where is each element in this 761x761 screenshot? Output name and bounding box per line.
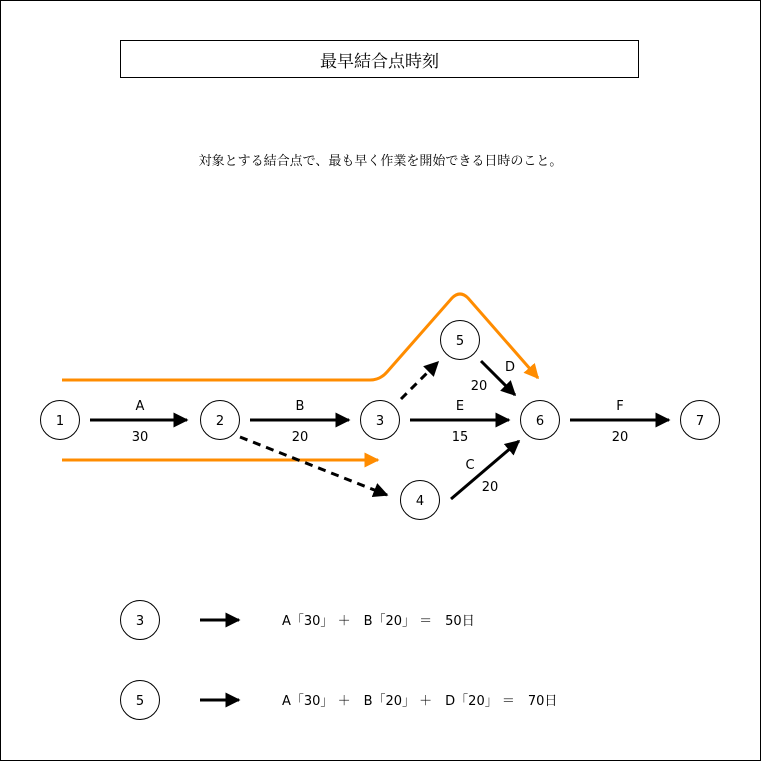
node-1: [41, 401, 80, 440]
node-1-label: 1: [55, 414, 65, 429]
node-3: [361, 401, 400, 440]
activity-d-name: D: [504, 360, 516, 375]
calc-formula: A「30」 ＋ B「20」 ＋ D「20」 ＝ 70日: [282, 694, 558, 709]
dummy-arrow-3-5: [401, 362, 438, 399]
calculation-row-1: [121, 601, 475, 640]
node-6: [521, 401, 560, 440]
node-7: [681, 401, 720, 440]
activity-d-duration: 20: [470, 379, 488, 394]
dummy-arrows: [240, 362, 438, 495]
calc-node-label: 5: [135, 694, 145, 709]
activity-f-duration: 20: [611, 430, 629, 445]
activity-e-name: E: [455, 399, 465, 414]
node-4-label: 4: [415, 494, 425, 509]
node-5-label: 5: [455, 334, 465, 349]
activity-b-duration: 20: [291, 430, 309, 445]
activity-a-name: A: [135, 399, 145, 414]
activity-a-duration: 30: [131, 430, 149, 445]
activity-e-duration: 15: [451, 430, 469, 445]
activity-c-duration: 20: [481, 480, 499, 495]
node-6-label: 6: [535, 414, 545, 429]
title-text: 最早結合点時刻: [320, 51, 439, 72]
calculation-row-2: [121, 681, 558, 720]
node-2: [201, 401, 240, 440]
node-5: [441, 321, 480, 360]
node-2-label: 2: [215, 414, 225, 429]
calc-formula: A「30」 ＋ B「20」 ＝ 50日: [282, 614, 475, 629]
description-text: 対象とする結合点で、最も早く作業を開始できる日時のこと。: [198, 154, 563, 169]
activity-b-name: B: [295, 399, 305, 414]
node-3-label: 3: [375, 414, 385, 429]
node-4: [401, 481, 440, 520]
activity-f-name: F: [616, 399, 624, 414]
node-7-label: 7: [695, 414, 705, 429]
dummy-arrow-2-4: [240, 437, 387, 495]
activity-c-name: C: [465, 458, 475, 473]
calc-node-label: 3: [135, 614, 145, 629]
